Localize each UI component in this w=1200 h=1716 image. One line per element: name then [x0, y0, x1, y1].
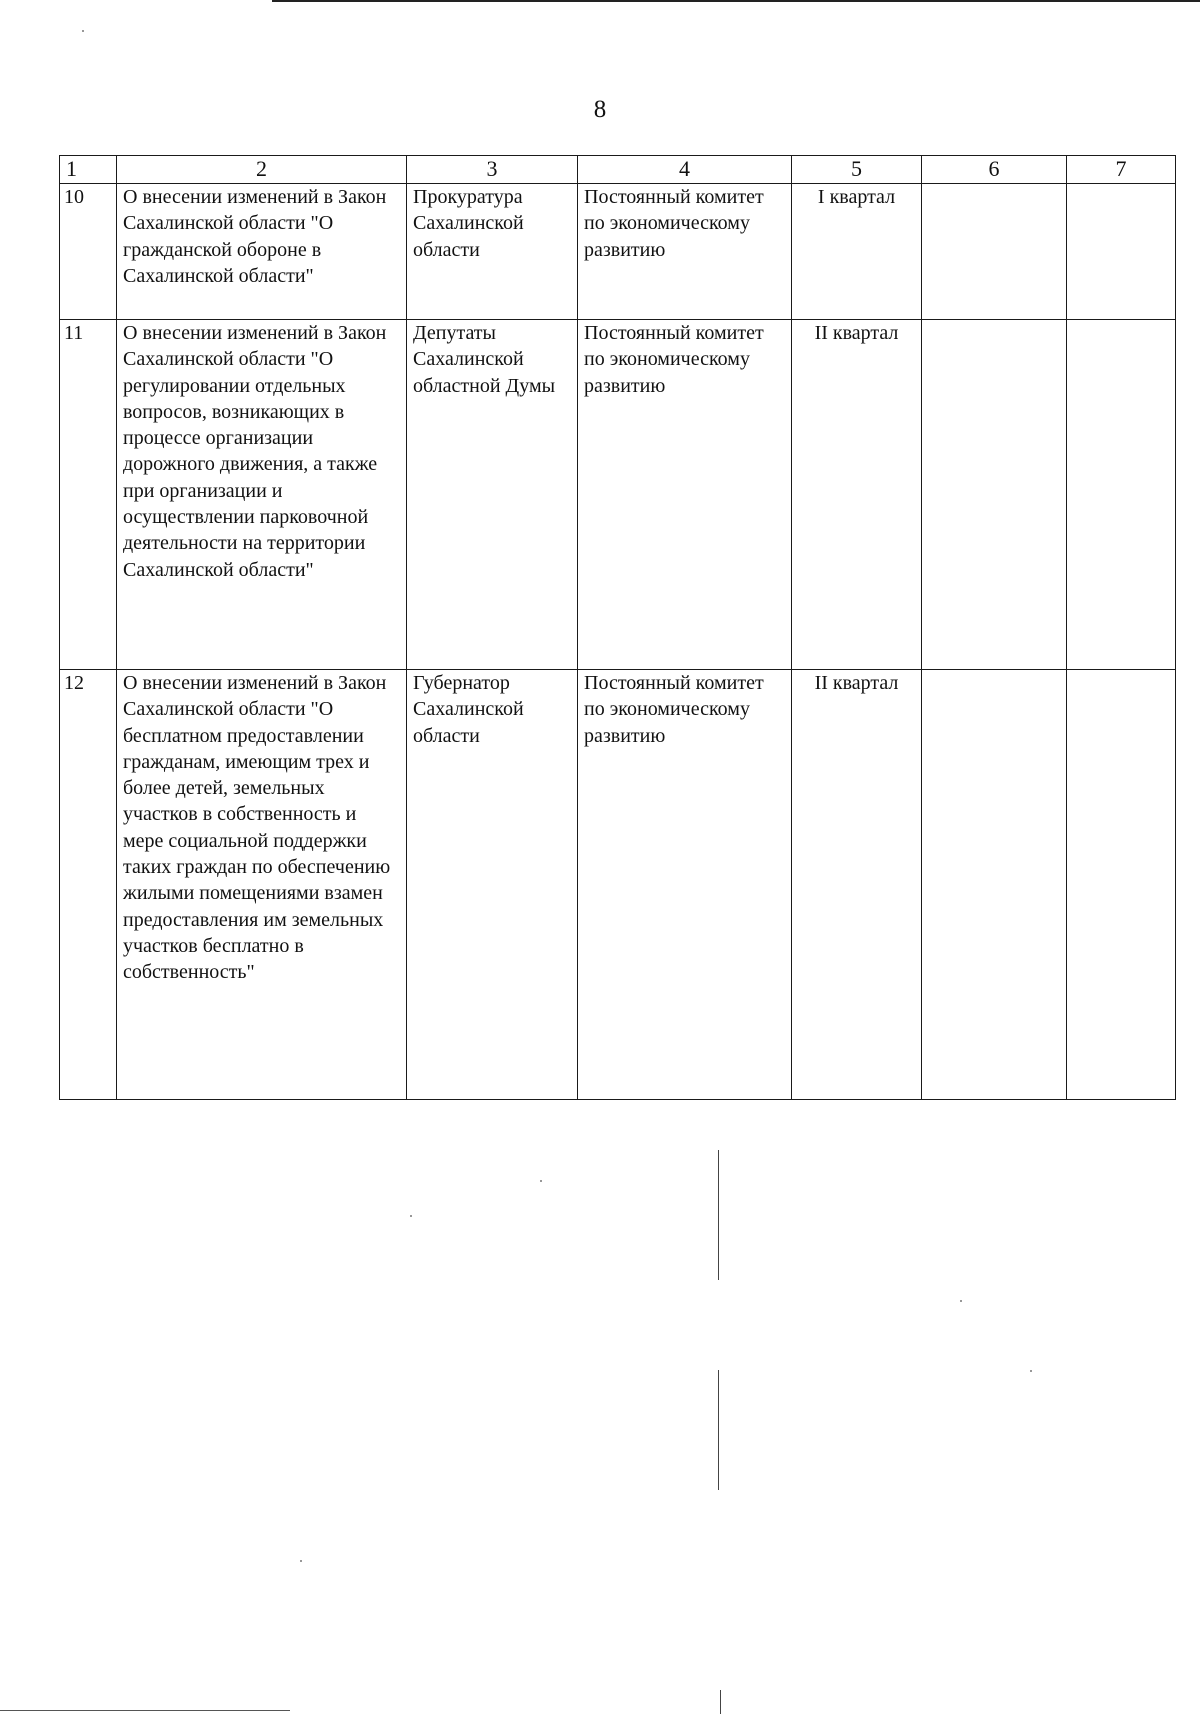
- column-7-cell: [1067, 670, 1176, 1100]
- column-header-7: 7: [1067, 156, 1176, 184]
- review-period: II квартал: [792, 670, 922, 1100]
- column-number-row: [60, 156, 1176, 184]
- review-period: I квартал: [792, 184, 922, 320]
- table-row: [60, 184, 1176, 320]
- responsible-committee: Постоянный комитет по экономическому развитию: [578, 184, 792, 320]
- row-number: 12: [60, 670, 117, 1100]
- scan-artifact-line: [718, 1150, 719, 1280]
- column-header-3: 3: [407, 156, 578, 184]
- column-header-1: 1: [60, 156, 117, 184]
- scan-artifact-dot: [300, 1560, 302, 1562]
- table-row: [60, 320, 1176, 670]
- scan-artifact-dot: [82, 30, 84, 32]
- scan-artifact-dot: [410, 1215, 412, 1217]
- scan-artifact-dot: [1030, 1370, 1032, 1372]
- scan-artifact-line: [720, 1690, 721, 1714]
- column-6-cell: [922, 184, 1067, 320]
- column-7-cell: [1067, 320, 1176, 670]
- column-header-6: 6: [922, 156, 1067, 184]
- responsible-committee: Постоянный комитет по экономическому развитию: [578, 320, 792, 670]
- table-row: [60, 670, 1176, 1100]
- column-header-5: 5: [792, 156, 922, 184]
- bill-initiator: Прокуратура Сахалинской области: [407, 184, 578, 320]
- column-header-2: 2: [117, 156, 407, 184]
- scan-artifact-dot: [960, 1300, 962, 1302]
- column-6-cell: [922, 670, 1067, 1100]
- column-6-cell: [922, 320, 1067, 670]
- responsible-committee: Постоянный комитет по экономическому развитию: [578, 670, 792, 1100]
- bill-title: О внесении изменений в Закон Сахалинской области "О гражданской обороне в Сахалинской области": [117, 184, 407, 320]
- bill-initiator: Депутаты Сахалинской областной Думы: [407, 320, 578, 670]
- page-number: 8: [593, 96, 607, 123]
- bill-title: О внесении изменений в Закон Сахалинской области "О бесплатном предоставлении гражданам, имеющим трех и более детей, земельных участков в собственность и мере социальной поддержки таких граждан по обеспечению жилыми помещениями взамен предоставления им земельных участков бесплатно в собственность": [117, 670, 407, 1100]
- scan-artifact-line: [718, 1370, 719, 1490]
- legislative-plan-table: [59, 155, 1176, 1100]
- row-number: 11: [60, 320, 117, 670]
- scan-top-rule: [272, 0, 1200, 2]
- bill-initiator: Губернатор Сахалинской области: [407, 670, 578, 1100]
- bill-title: О внесении изменений в Закон Сахалинской области "О регулировании отдельных вопросов, возникающих в процессе организации дорожного движения, а также при организации и осуществлении парковочной деятельности на территории Сахалинской области": [117, 320, 407, 670]
- column-7-cell: [1067, 184, 1176, 320]
- scan-artifact-dot: [540, 1180, 542, 1182]
- scan-bottom-rule: [0, 1710, 290, 1711]
- row-number: 10: [60, 184, 117, 320]
- column-header-4: 4: [578, 156, 792, 184]
- review-period: II квартал: [792, 320, 922, 670]
